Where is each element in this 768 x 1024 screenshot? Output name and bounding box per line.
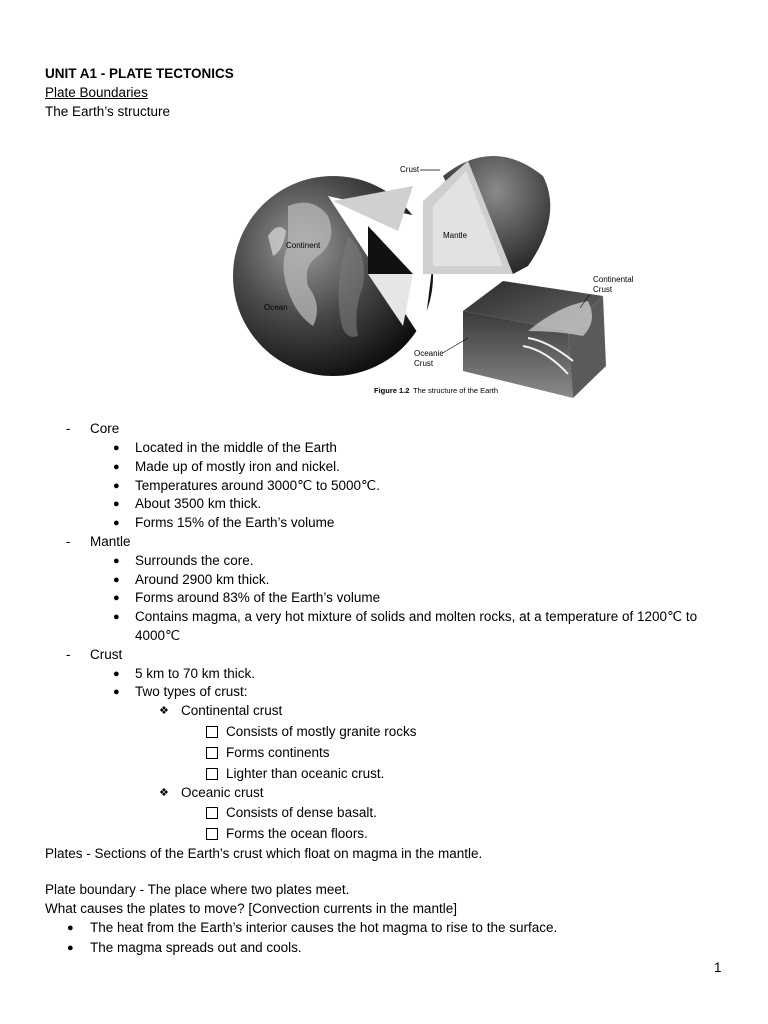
earth-structure-figure xyxy=(228,126,640,416)
checkbox[interactable] xyxy=(206,768,218,780)
checkbox-item: Forms the ocean floors. xyxy=(226,826,368,841)
plates-definition: Plates - Sections of the Earth’s crust which float on magma in the mantle. xyxy=(45,846,483,861)
checkbox[interactable] xyxy=(206,747,218,759)
plate-boundary-definition: Plate boundary - The place where two plates meet. xyxy=(45,882,350,897)
checkbox-item: Consists of mostly granite rocks xyxy=(226,724,417,739)
list-item: Two types of crust: xyxy=(135,684,248,699)
question-text: What causes the plates to move? [Convection currents in the mantle] xyxy=(45,901,457,916)
label-oceanic-crust: Crust xyxy=(414,359,434,368)
list-item: Forms around 83% of the Earth’s volume xyxy=(135,590,381,605)
subsection-heading: The Earth’s structure xyxy=(45,104,171,119)
diamond-bullet: ❖ xyxy=(159,787,169,799)
bullet: ● xyxy=(113,686,120,698)
list-item: About 3500 km thick. xyxy=(135,496,262,511)
list-item: The heat from the Earth’s interior causes the hot magma to rise to the surface. xyxy=(90,920,558,935)
label-continent: Continent xyxy=(286,241,321,250)
label-continental: Continental xyxy=(593,275,634,284)
label-oceanic: Oceanic xyxy=(414,349,444,358)
list-dash: - xyxy=(66,421,71,436)
label-continental-crust: Crust xyxy=(593,285,613,294)
checkbox-item: Forms continents xyxy=(226,745,330,760)
list-item: Located in the middle of the Earth xyxy=(135,440,337,455)
bullet: ● xyxy=(113,461,120,473)
continental-crust-heading: Continental crust xyxy=(181,703,283,718)
bullet: ● xyxy=(113,517,120,529)
bullet: ● xyxy=(113,592,120,604)
bullet: ● xyxy=(113,555,120,567)
checkbox[interactable] xyxy=(206,726,218,738)
checkbox-item: Consists of dense basalt. xyxy=(226,805,377,820)
label-mantle: Mantle xyxy=(443,231,468,240)
bullet: ● xyxy=(113,498,120,510)
checkbox[interactable] xyxy=(206,807,218,819)
label-core: Core xyxy=(404,255,422,264)
bullet: ● xyxy=(67,922,74,934)
page-title: UNIT A1 - PLATE TECTONICS xyxy=(45,66,234,81)
bullet: ● xyxy=(67,942,74,954)
bullet: ● xyxy=(113,480,120,492)
list-item: Around 2900 km thick. xyxy=(135,572,270,587)
figure-caption: The structure of the Earth xyxy=(413,386,499,395)
list-item: Surrounds the core. xyxy=(135,553,254,568)
list-item: Temperatures around 3000℃ to 5000℃. xyxy=(135,478,380,493)
diamond-bullet: ❖ xyxy=(159,705,169,717)
bullet: ● xyxy=(113,574,120,586)
oceanic-crust-heading: Oceanic crust xyxy=(181,785,264,800)
checkbox[interactable] xyxy=(206,828,218,840)
list-dash: - xyxy=(66,647,71,662)
list-item: Forms 15% of the Earth’s volume xyxy=(135,515,335,530)
list-item: 5 km to 70 km thick. xyxy=(135,666,256,681)
list-item: Contains magma, a very hot mixture of solids and molten rocks, at a temperature of 1200℃ to xyxy=(135,609,698,624)
crust-heading: Crust xyxy=(90,647,123,662)
label-crust: Crust xyxy=(400,165,420,174)
list-item-continuation: 4000℃ xyxy=(135,628,181,643)
list-dash: - xyxy=(66,534,71,549)
list-item: Made up of mostly iron and nickel. xyxy=(135,459,340,474)
checkbox-item: Lighter than oceanic crust. xyxy=(226,766,385,781)
bullet: ● xyxy=(113,611,120,623)
page-number: 1 xyxy=(714,960,722,975)
bullet: ● xyxy=(113,442,120,454)
core-heading: Core xyxy=(90,421,120,436)
list-item: The magma spreads out and cools. xyxy=(90,940,302,955)
section-heading[interactable]: Plate Boundaries xyxy=(45,85,148,100)
label-ocean: Ocean xyxy=(264,303,288,312)
bullet: ● xyxy=(113,668,120,680)
mantle-heading: Mantle xyxy=(90,534,131,549)
figure-caption-number: Figure 1.2 xyxy=(374,386,410,395)
